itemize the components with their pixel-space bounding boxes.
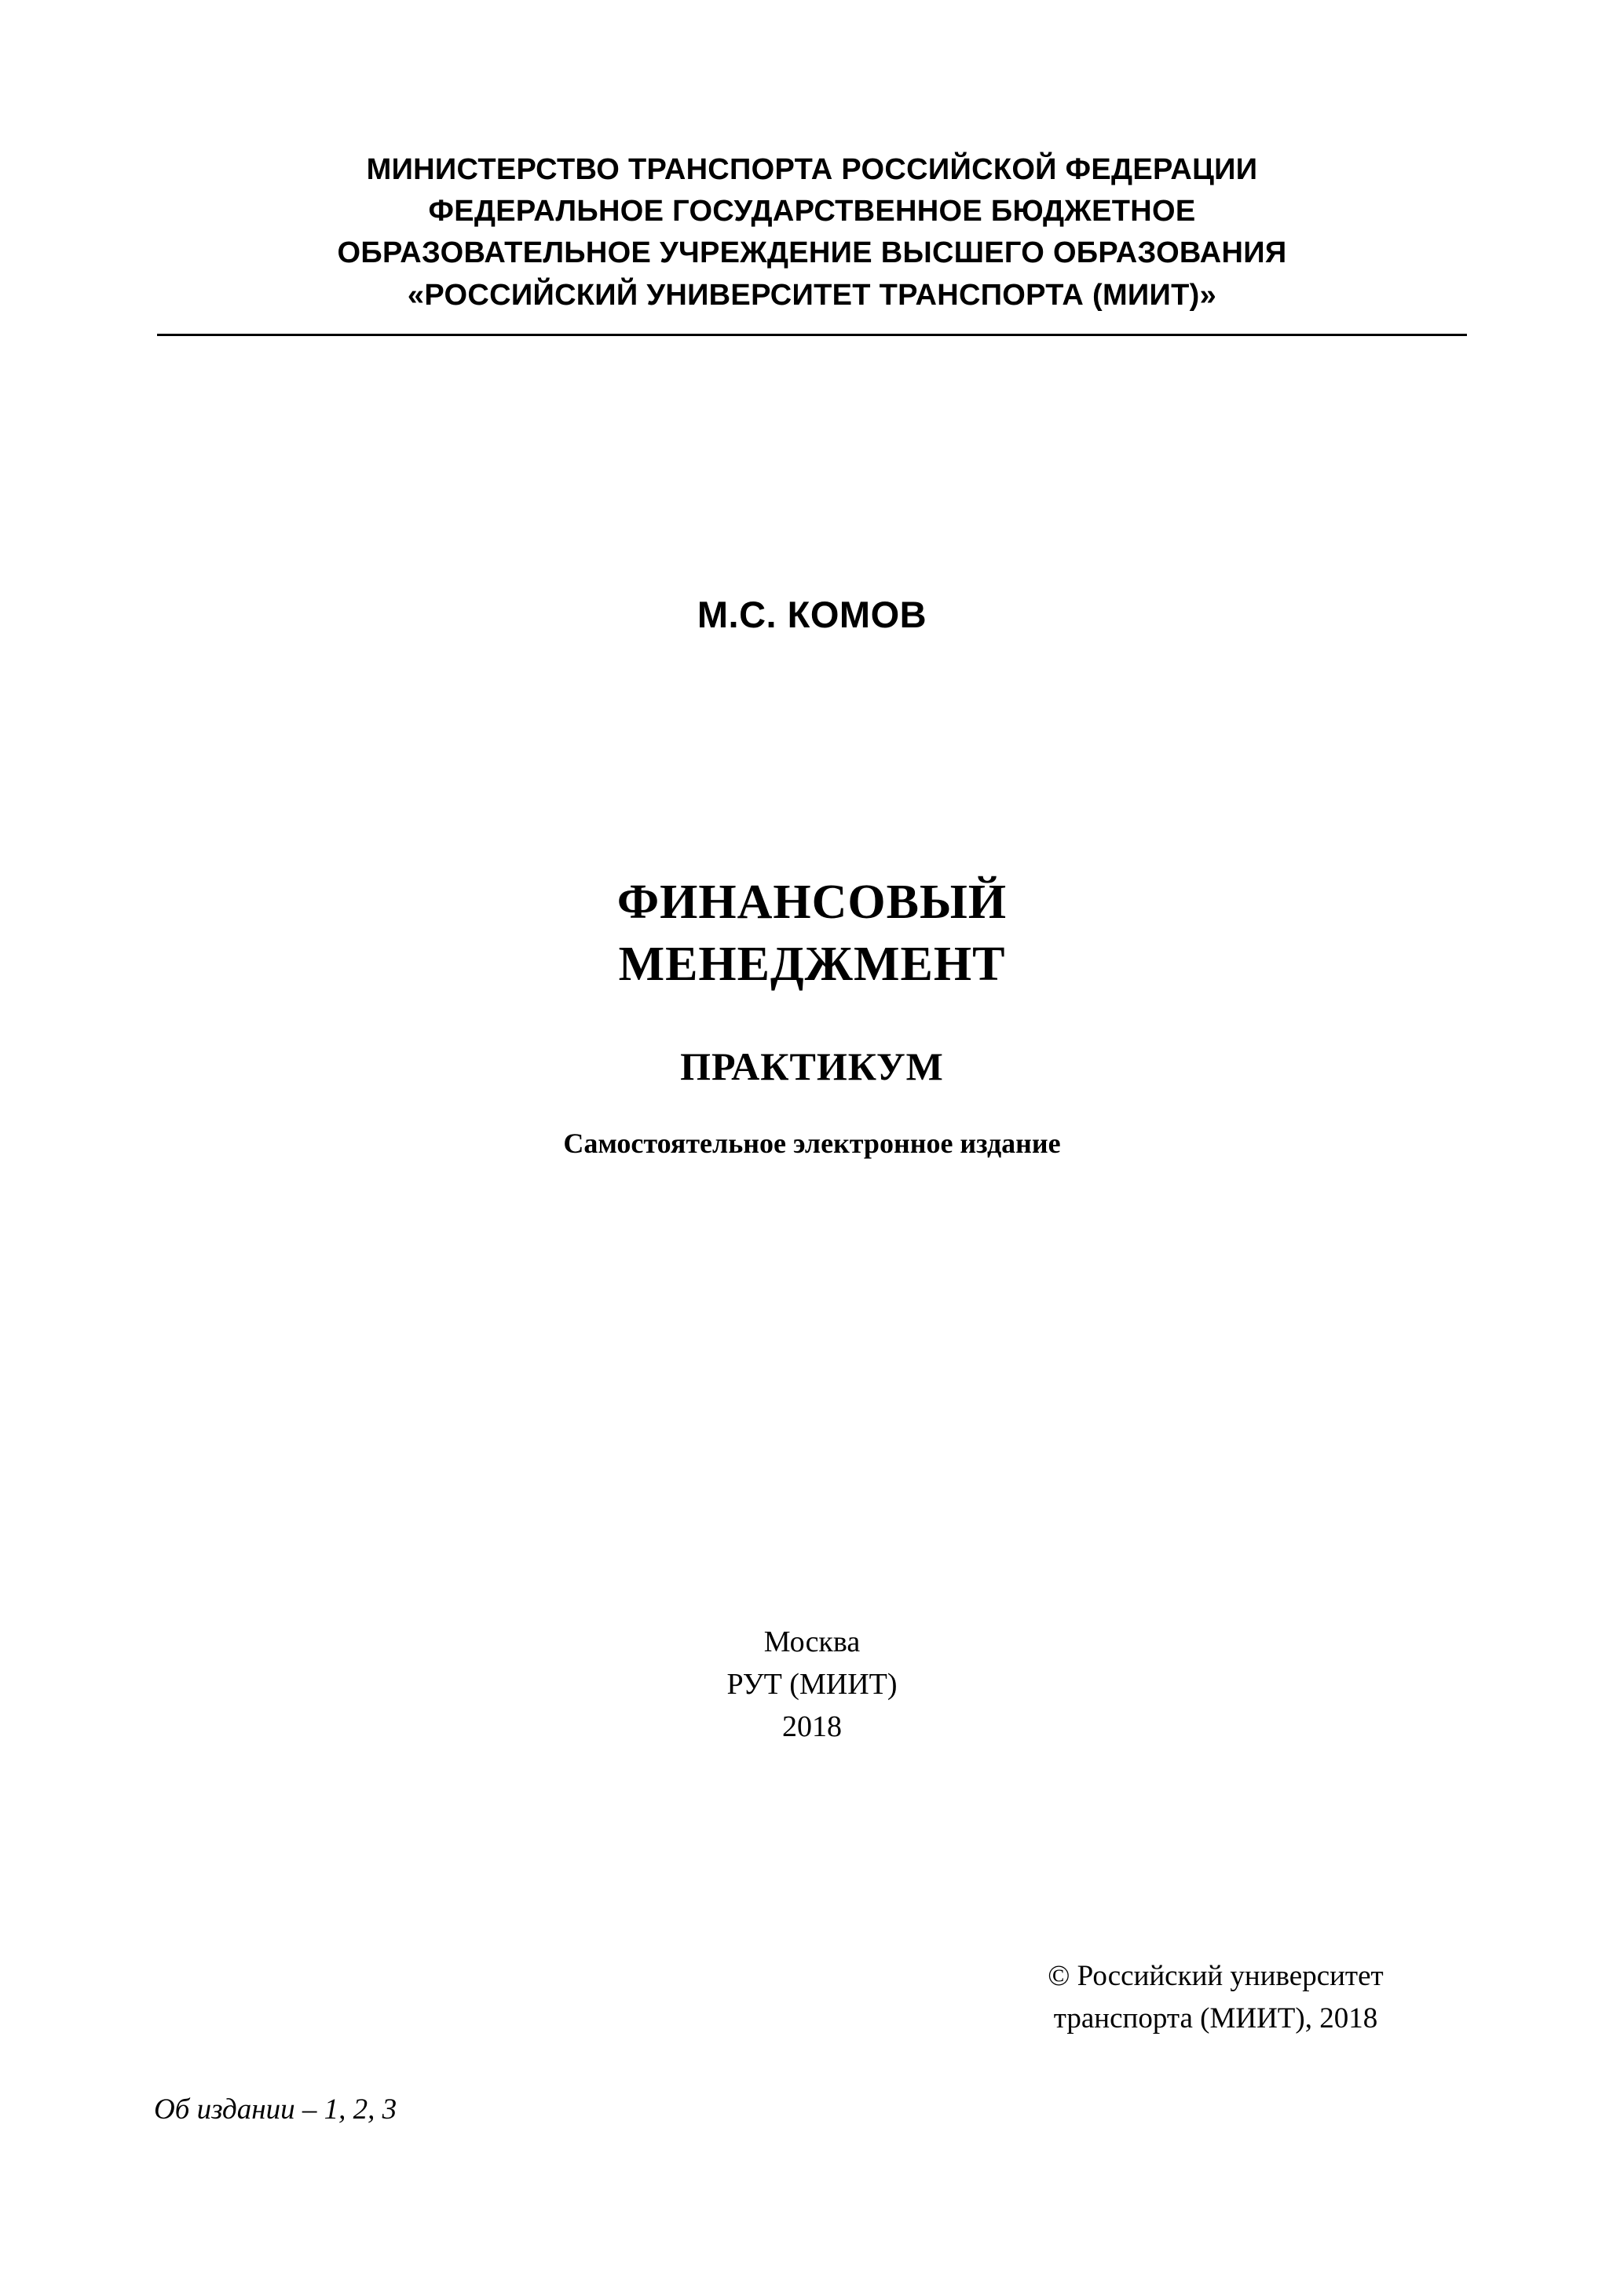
copyright-line-2: транспорта (МИИТ), 2018 <box>1053 2002 1378 2035</box>
header-divider <box>157 334 1467 336</box>
page-title-line-1: ФИНАНСОВЫЙ <box>616 876 1008 929</box>
institution-header <box>157 149 1467 336</box>
about-edition-note: Об издании – 1, 2, 3 <box>154 2093 397 2126</box>
imprint-publisher: РУТ (МИИТ) <box>726 1667 898 1701</box>
institution-line-1: МИНИСТЕРСТВО ТРАНСПОРТА РОССИЙСКОЙ ФЕДЕРАЦИИ <box>366 153 1258 186</box>
institution-line-2: ФЕДЕРАЛЬНОЕ ГОСУДАРСТВЕННОЕ БЮДЖЕТНОЕ <box>428 195 1196 229</box>
imprint-year: 2018 <box>782 1709 842 1743</box>
author-name: М.С. КОМОВ <box>697 594 927 635</box>
imprint-city: Москва <box>763 1625 861 1658</box>
copyright-line-1: © Российский университет <box>1048 1960 1384 1992</box>
page-subtitle: ПРАКТИКУМ <box>680 1044 944 1089</box>
copyright-block <box>964 1955 1467 2039</box>
imprint-block <box>0 1621 1624 1749</box>
institution-line-3: ОБРАЗОВАТЕЛЬНОЕ УЧРЕЖДЕНИЕ ВЫСШЕГО ОБРАЗОВАНИЯ <box>337 236 1287 270</box>
page-title-line-2: МЕНЕДЖМЕНТ <box>618 937 1006 991</box>
edition-note: Самостоятельное электронное издание <box>563 1128 1061 1160</box>
institution-line-4: «РОССИЙСКИЙ УНИВЕРСИТЕТ ТРАНСПОРТА (МИИТ)» <box>407 278 1217 312</box>
title-block <box>0 872 1624 1160</box>
